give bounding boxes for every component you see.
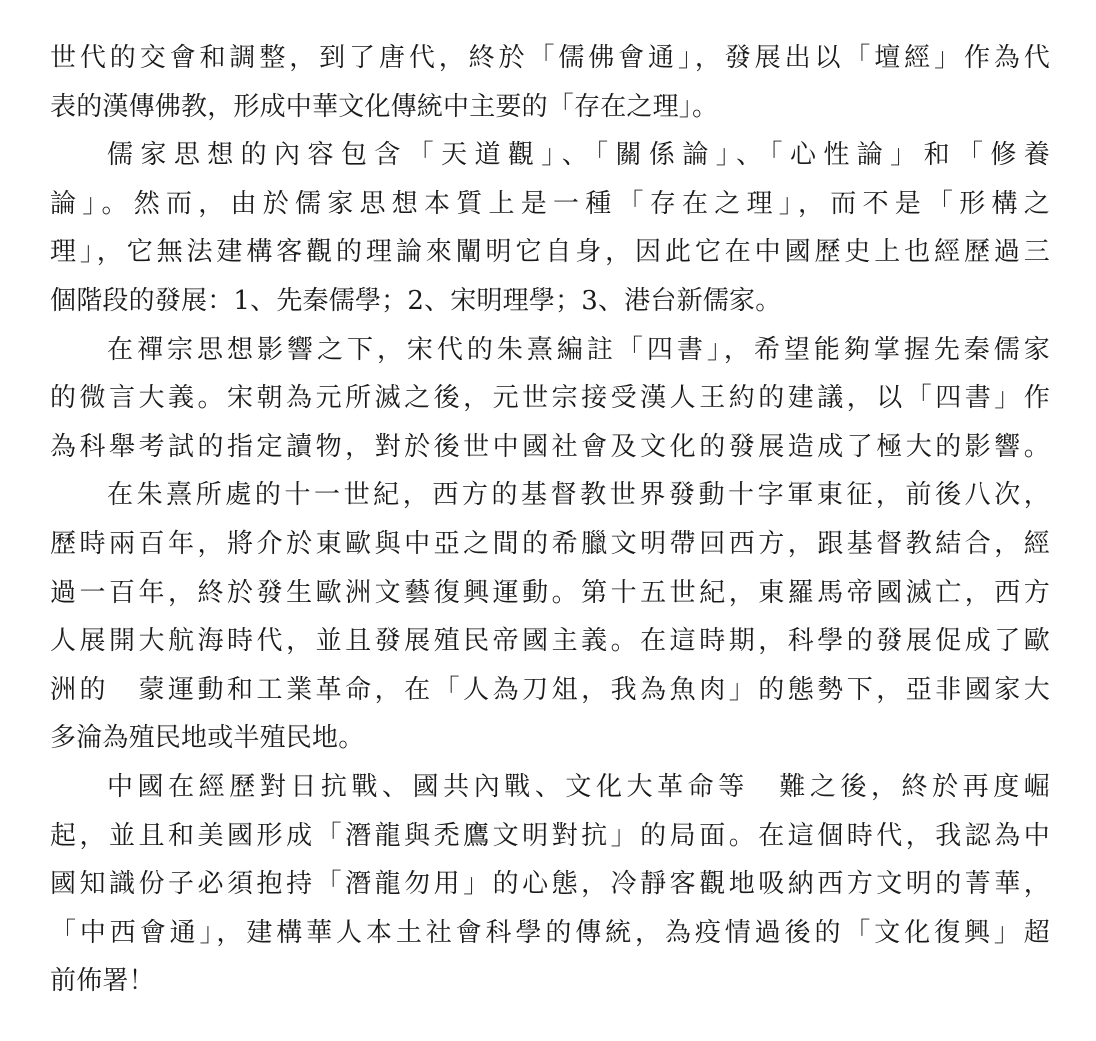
text-line: 在禪宗思想影響之下，宋代的朱熹編註「四書」，希望能夠掌握先秦儒家 — [107, 334, 1050, 365]
text-line: 的微言大義。宋朝為元所滅之後，元世宗接受漢人王約的建議，以「四書」作 — [50, 383, 1050, 414]
text-line: 世代的交會和調整，到了唐代，終於「儒佛會通」，發展出以「壇經」作為代 — [50, 43, 1050, 73]
text-line: 理」，它無法建構客觀的理論來闡明它自身，因此它在中國歷史上也經歷過三 — [50, 237, 1050, 268]
text-line: 在朱熹所處的十一世紀，西方的基督教世界發動十字軍東征，前後八次， — [107, 480, 1050, 511]
text-line: 國知識份子必須抱持「潛龍勿用」的心態，冷靜客觀地吸納西方文明的菁華， — [50, 869, 1050, 900]
text-line: 起，並且和美國形成「潛龍與禿鷹文明對抗」的局面。在這個時代，我認為中 — [50, 820, 1050, 851]
text-line: 前佈署！ — [50, 966, 155, 997]
text-line: 個階段的發展：1、先秦儒學；2、宋明理學；3、港台新儒家。 — [50, 285, 782, 316]
text-line: 論」。然而，由於儒家思想本質上是一種「存在之理」，而不是「形構之 — [50, 188, 1050, 219]
paragraph-5 — [50, 769, 1050, 1012]
paragraph-4 — [50, 477, 1050, 769]
text-line: 中國在經歷對日抗戰、國共內戰、文化大革命等 難之後，終於再度崛 — [107, 771, 1050, 802]
text-line: 過一百年，終於發生歐洲文藝復興運動。第十五世紀，東羅馬帝國滅亡，西方 — [50, 577, 1050, 608]
text-line: 「中西會通」，建構華人本土社會科學的傳統，為疫情過後的「文化復興」超 — [50, 917, 1050, 948]
paragraph-1 — [50, 40, 1050, 137]
document-page — [50, 40, 1050, 1012]
text-line: 為科舉考試的指定讀物，對於後世中國社會及文化的發展造成了極大的影響。 — [50, 431, 1050, 462]
paragraph-3 — [50, 332, 1050, 478]
paragraph-2 — [50, 137, 1050, 331]
text-line: 表的漢傳佛教，形成中華文化傳統中主要的「存在之理」。 — [50, 91, 719, 122]
text-line: 洲的 蒙運動和工業革命，在「人為刀俎，我為魚肉」的態勢下，亞非國家大 — [50, 674, 1050, 705]
text-line: 多淪為殖民地或半殖民地。 — [50, 723, 365, 754]
text-line: 人展開大航海時代，並且發展殖民帝國主義。在這時期，科學的發展促成了歐 — [50, 626, 1050, 657]
text-line: 歷時兩百年，將介於東歐與中亞之間的希臘文明帶回西方，跟基督教結合，經 — [50, 528, 1050, 559]
text-line: 儒家思想的內容包含「天道觀」、「關係論」、「心性論」和「修養 — [107, 140, 1050, 171]
